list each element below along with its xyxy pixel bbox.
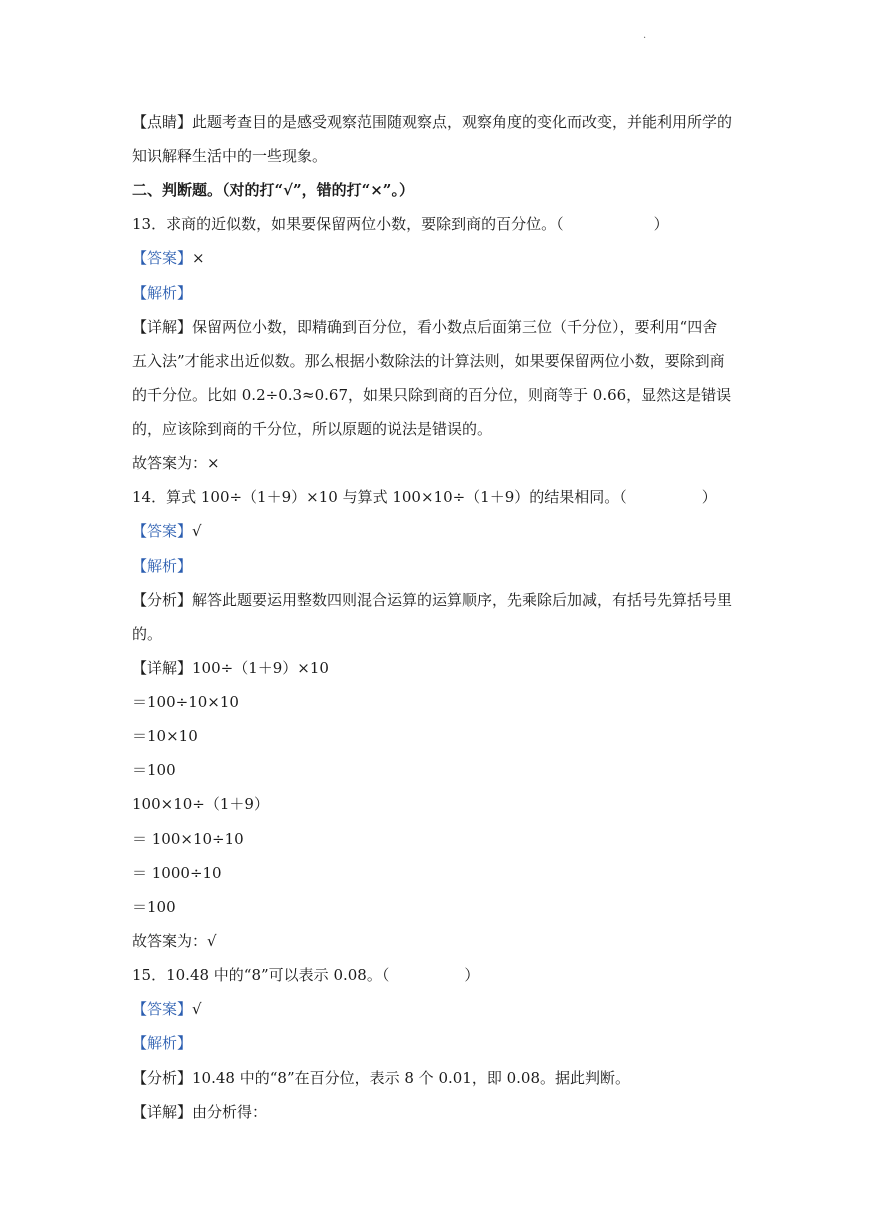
analysis-tag: 【解析】 [132,284,193,302]
answer-tag: 【答案】 [132,249,193,267]
detail-line [132,1102,267,1122]
answer-line [132,521,202,541]
detail-line-cont: 的，应该除到商的千分位，所以原题的说法是错误的。 [132,420,493,438]
detail-line-cont: 五入法”才能求出近似数。那么根据小数除法的计算法则，如果要保留两位小数，要除到商 [132,352,725,370]
calc-step: ＝ 100×10÷10 [132,830,244,848]
header-mark: . [643,30,647,41]
remark-line-cont: 知识解释生活中的一些现象。 [132,147,328,165]
calc-step: ＝100 [132,898,176,916]
answer-value: √ [192,1000,202,1018]
line-text: 保留两位小数，即精确到百分位，看小数点后面第三位（千分位），要利用“四舍 [192,318,718,336]
conclusion-line: 故答案为：× [132,454,220,472]
line-tag: 【点睛】 [132,113,193,131]
question-14: 14．算式 100÷（1＋9）×10 与算式 100×10÷（1＋9）的结果相同。（ ） [132,488,717,506]
calc-step: ＝10×10 [132,727,198,745]
conclusion-line: 故答案为：√ [132,932,217,950]
section-heading: 二、判断题。（对的打“√”，错的打“×”。） [132,181,414,199]
line-tag: 【分析】 [132,1069,193,1087]
line-text: 此题考查目的是感受观察范围随观察点，观察角度的变化而改变，并能利用所学的 [192,113,733,131]
analysis-tag: 【解析】 [132,557,193,575]
line-text: 100÷（1＋9）×10 [192,659,329,677]
answer-value: × [192,249,205,267]
line-tag: 【分析】 [132,591,193,609]
answer-tag: 【答案】 [132,1000,193,1018]
detail-line-cont: 的千分位。比如 0.2÷0.3≈0.67，如果只除到商的百分位，则商等于 0.66，显然这是错误 [132,386,732,404]
question-13: 13．求商的近似数，如果要保留两位小数，要除到商的百分位。（ ） [132,215,669,233]
remark-line [132,112,732,132]
detail-line [132,317,717,337]
answer-line [132,248,205,268]
line-text: 由分析得： [192,1103,268,1121]
answer-value: √ [192,522,202,540]
detail-line [132,658,329,678]
line-tag: 【详解】 [132,659,193,677]
question-15: 15．10.48 中的“8”可以表示 0.08。（ ） [132,966,480,984]
analysis-line [132,590,732,610]
line-tag: 【详解】 [132,1103,193,1121]
calc-step: ＝100÷10×10 [132,693,239,711]
line-text: 解答此题要运用整数四则混合运算的运算顺序，先乘除后加减，有括号先算括号里 [192,591,733,609]
analysis-line-cont: 的。 [132,625,163,643]
calc-step: 100×10÷（1＋9） [132,795,269,813]
answer-tag: 【答案】 [132,522,193,540]
answer-line [132,999,202,1019]
line-text: 10.48 中的“8”在百分位，表示 8 个 0.01，即 0.08。据此判断。 [192,1069,631,1087]
analysis-line [132,1068,630,1088]
analysis-tag: 【解析】 [132,1034,193,1052]
calc-step: ＝100 [132,761,176,779]
line-tag: 【详解】 [132,318,193,336]
calc-step: ＝ 1000÷10 [132,864,222,882]
